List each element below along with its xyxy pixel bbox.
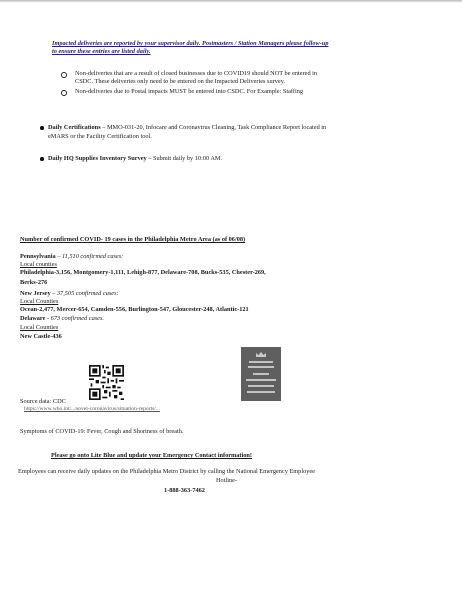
local-counties-label: Local Counties	[20, 324, 59, 331]
header-line-1: Impacted deliveries are reported by your supervisor daily. Postmasters / Station Managers please follow-up	[52, 40, 329, 47]
daily-certifications-label: Daily Certifications	[48, 124, 101, 131]
covid-cases-heading: Number of confirmed COVID- 19 cases in the Philadelphia Metro Area (as of 06/08)	[20, 236, 246, 243]
hotline-number: 1-888-363-7462	[164, 487, 205, 494]
delaware-line	[20, 315, 104, 323]
new-jersey-counties: Ocean-2,477, Mercer-654, Camden-556, Burlington-547, Gloucester-248, Atlantic-121	[20, 306, 249, 313]
delaware-counties: New Castle-436	[20, 333, 62, 340]
pennsylvania-cases: – 11,510 confirmed cases:	[55, 253, 124, 260]
pennsylvania-line	[20, 253, 123, 261]
open-circle-bullet-icon	[61, 90, 67, 96]
source-label: Source data: CDC	[20, 398, 66, 405]
hotline-line-2: Hotline-	[216, 477, 237, 484]
hq-supplies-text: – Submit daily by 10:00 AM.	[146, 155, 223, 162]
new-jersey-label: New Jersey	[20, 290, 51, 297]
new-jersey-cases: – 37,505 confirmed cases:	[50, 290, 119, 297]
keep-calm-wash-hands-poster	[241, 347, 281, 401]
local-counties-label: Local counties	[20, 261, 57, 268]
bullet-2-line-1: Non-deliveries due to Postal impacts MUST be entered into CSDC. For Example: Staffing	[75, 88, 304, 95]
daily-certifications-text: – MMO-031-20, Infocare and Coronavirus Cleaning, Task Compliance Report located in	[100, 124, 327, 131]
delaware-cases: - 673 confirmed cases.	[45, 315, 105, 322]
crown-icon	[256, 352, 266, 357]
hq-supplies-line	[48, 155, 222, 163]
daily-certifications-line-1	[48, 124, 326, 132]
filled-dot-bullet-icon	[40, 126, 44, 130]
scan-top-edge	[0, 0, 462, 3]
bullet-1-line-1: Non-deliveries that are a result of closed businesses due to COVID19 should NOT be entered in	[75, 70, 318, 77]
filled-dot-bullet-icon	[40, 157, 44, 161]
delaware-label: Delaware	[20, 315, 46, 322]
pennsylvania-counties-line-1: Philadelphia-3,156, Montgomery-1,111, Lehigh-877, Delaware-708, Bucks-535, Chester-269,	[20, 269, 266, 276]
local-counties-label: Local Counties	[20, 298, 59, 305]
open-circle-bullet-icon	[61, 72, 67, 78]
daily-certifications-line-2: eMARS or the Facility Certification tool.	[48, 133, 152, 140]
symptoms-text: Symptoms of COVID-19: Fever, Cough and Shortness of breath.	[20, 428, 184, 435]
lite-blue-notice: Please go onto Lite Blue and update your Emergency Contact information!	[51, 452, 253, 459]
source-url-link[interactable]: https://www.who.int/...novel-coronavirus/situation-reports/...	[24, 406, 161, 412]
hq-supplies-label: Daily HQ Supplies Inventory Survey	[48, 155, 147, 162]
new-jersey-line	[20, 290, 119, 298]
pennsylvania-counties-line-2: Berks-276	[20, 279, 48, 286]
bullet-1-line-2: CSDC. These deliveries only need to be entered on the Impacted Deliveries survey.	[75, 78, 286, 85]
qr-code-icon	[89, 365, 124, 400]
header-line-2: to ensure these entries are listed daily.	[52, 48, 151, 55]
hotline-line-1: Employees can receive daily updates on the Philadelphia Metro District by calling the National Emergency Employee	[18, 468, 315, 475]
pennsylvania-label: Pennsylvania	[20, 253, 56, 260]
